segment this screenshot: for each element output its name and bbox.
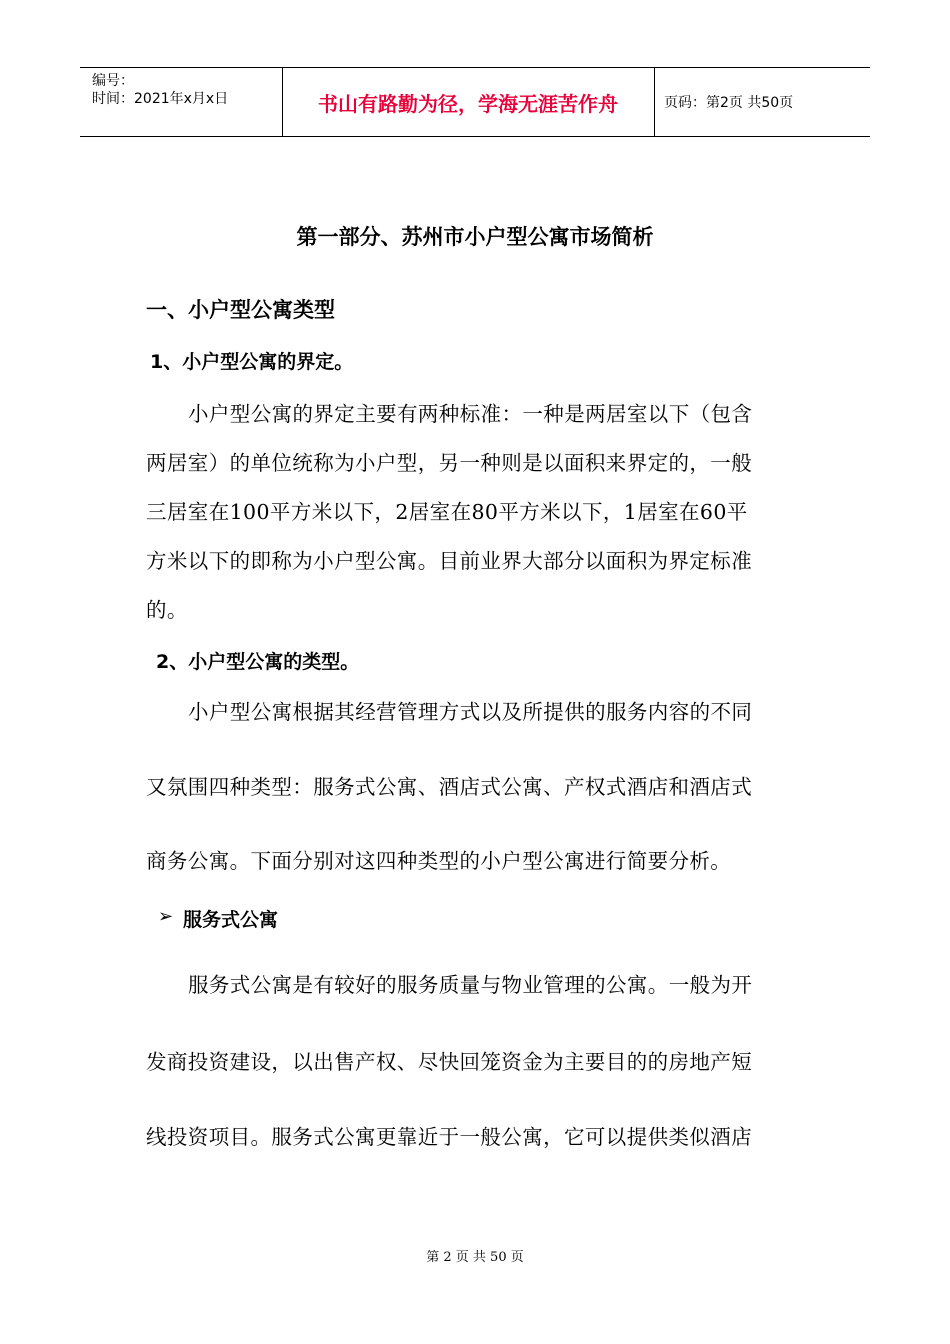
- paragraph-1-line: 的。: [146, 598, 188, 622]
- header-meta: [92, 72, 282, 108]
- paragraph-2-line: 商务公寓。下面分别对这四种类型的小户型公寓进行简要分析。: [146, 849, 732, 873]
- paragraph-1-line: 两居室）的单位统称为小户型，另一种则是以面积来界定的，一般: [146, 451, 753, 475]
- header-divider: [654, 68, 655, 136]
- paragraph-3-line: 服务式公寓是有较好的服务质量与物业管理的公寓。一般为开: [188, 973, 753, 997]
- paragraph-1-line: 小户型公寓的界定主要有两种标准：一种是两居室以下（包含: [188, 402, 753, 426]
- number-label: 编号：: [92, 73, 134, 89]
- paragraph-1-line: 方米以下的即称为小户型公寓。目前业界大部分以面积为界定标准: [146, 549, 753, 573]
- header-page-info: 页码：第2页 共50页: [664, 95, 794, 111]
- subsection-heading-2: 2、小户型公寓的类型。: [156, 651, 360, 673]
- subsection-heading-1: 1、小户型公寓的界定。: [150, 351, 354, 373]
- bullet-heading: 服务式公寓: [183, 909, 279, 931]
- page-header: [80, 67, 870, 137]
- paragraph-3-line: 线投资项目。服务式公寓更靠近于一般公寓，它可以提供类似酒店: [146, 1125, 753, 1149]
- section-heading: 一、小户型公寓类型: [146, 298, 335, 322]
- paragraph-2-line: 小户型公寓根据其经营管理方式以及所提供的服务内容的不同: [188, 700, 753, 724]
- header-motto: 书山有路勤为径，学海无涯苦作舟: [318, 91, 618, 116]
- paragraph-2-line: 又氛围四种类型：服务式公寓、酒店式公寓、产权式酒店和酒店式: [146, 775, 753, 799]
- arrow-bullet-icon: ➢: [158, 906, 174, 927]
- page-footer: 第 2 页 共 50 页: [426, 1250, 524, 1265]
- document-title: 第一部分、苏州市小户型公寓市场简析: [296, 225, 654, 249]
- date-label: 时间：2021年x月x日: [92, 91, 229, 107]
- paragraph-1-line: 三居室在100平方米以下，2居室在80平方米以下，1居室在60平: [146, 500, 748, 524]
- paragraph-3-line: 发商投资建设，以出售产权、尽快回笼资金为主要目的的房地产短: [146, 1050, 753, 1074]
